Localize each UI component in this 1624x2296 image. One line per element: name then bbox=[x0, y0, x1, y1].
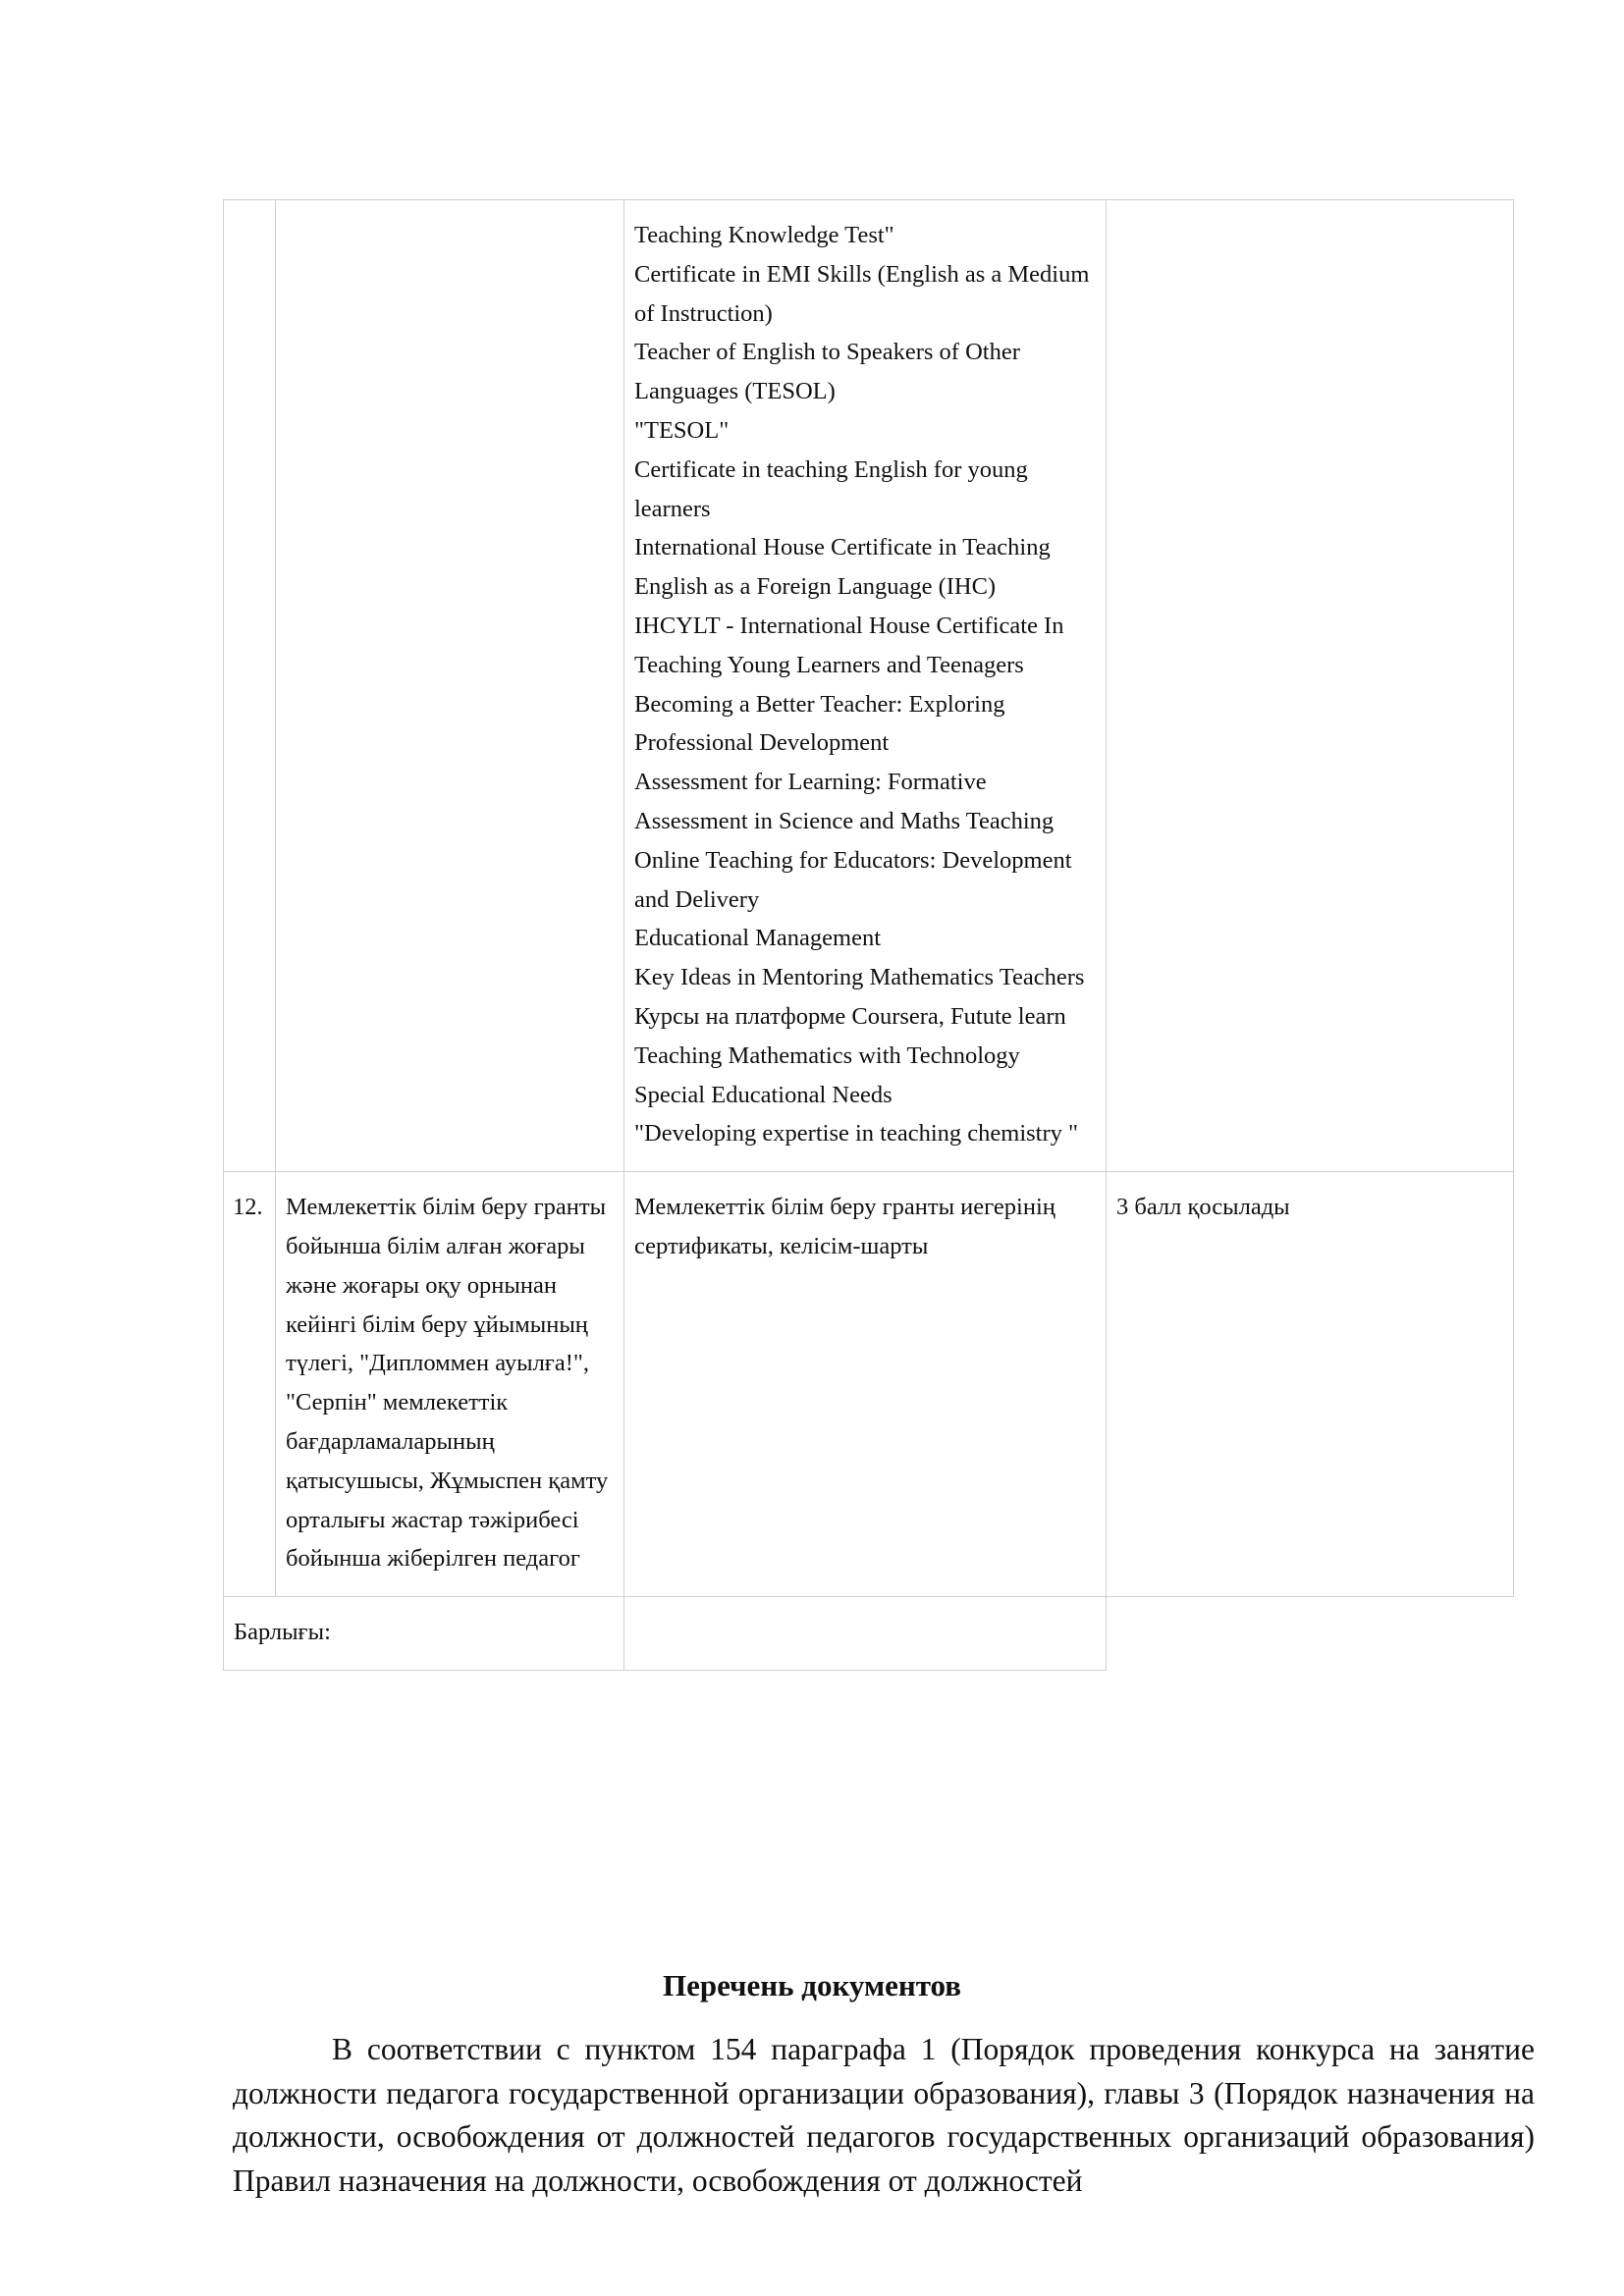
certificate-item: Educational Management bbox=[634, 925, 882, 952]
table-row-continuation bbox=[224, 200, 1514, 1172]
document-text: Мемлекеттік білім беру гранты иегерінің сертификаты, келісім-шарты bbox=[624, 1172, 1107, 1597]
certificate-item: Teaching Knowledge Test" bbox=[634, 222, 894, 248]
certificate-item: Special Educational Needs bbox=[634, 1081, 893, 1108]
certificate-item: Certificate in EMI Skills (English as a Medium of Instruction) bbox=[634, 260, 1090, 327]
certificate-item: International House Certificate in Teaching English as a Foreign Language (IHC) bbox=[634, 534, 1051, 601]
certificate-item: Certificate in teaching English for young learners bbox=[634, 455, 1028, 522]
criteria-table bbox=[223, 199, 1514, 1671]
section-title: Перечень документов bbox=[662, 1968, 962, 2002]
number-cell-empty bbox=[224, 200, 276, 1172]
certificate-item: Online Teaching for Educators: Development and Delivery bbox=[634, 846, 1072, 913]
certificate-item: Teacher of English to Speakers of Other Languages (TESOL) bbox=[634, 339, 1020, 405]
points-text: 3 балл қосылады bbox=[1107, 1172, 1514, 1597]
certificate-item: "TESOL" bbox=[634, 416, 730, 444]
body-paragraph: В соответствии с пунктом 154 параграфа 1 (Порядок проведения конкурса на занятие должности педагога государственной организации образования), главы 3 (Порядок назначения на должности, освобождения от должностей педагогов государственных организаций образования) Правил назначения на должности, освобождения от должностей bbox=[233, 2032, 1535, 2198]
certificate-item: Teaching Mathematics with Technology bbox=[634, 1041, 1020, 1069]
certificate-item: Key Ideas in Mentoring Mathematics Teachers bbox=[634, 964, 1085, 991]
total-value-cell bbox=[624, 1597, 1107, 1671]
points-cell-empty bbox=[1107, 200, 1514, 1172]
certificate-item: IHCYLT - International House Certificate In Teaching Young Learners and Teenagers bbox=[634, 612, 1064, 678]
certificate-item: Becoming a Better Teacher: Exploring Professional Development bbox=[634, 690, 1005, 757]
total-blank-cell bbox=[1107, 1597, 1514, 1671]
table-row-12 bbox=[224, 1172, 1514, 1597]
criterion-text: Мемлекеттік білім беру гранты бойынша білім алған жоғары және жоғары оқу орнынан кейінгі білім беру ұйымының түлегі, "Дипломмен ауылға!", "Серпін" мемлекеттік бағдарламаларының қатысушысы, Жұмыспен қамту орталығы жастар тәжірибесі бойынша жіберілген педагог bbox=[276, 1172, 624, 1597]
certificate-item: "Developing expertise in teaching chemistry " bbox=[634, 1120, 1079, 1148]
certificates-cell bbox=[624, 200, 1107, 1172]
certificate-item: Assessment for Learning: Formative Assessment in Science and Maths Teaching bbox=[634, 769, 1055, 834]
total-label: Барлығы: bbox=[224, 1597, 624, 1671]
certificate-item: Курсы на платформе Coursera, Futute learn bbox=[634, 1002, 1066, 1030]
table-row-total bbox=[224, 1597, 1514, 1671]
row-number: 12. bbox=[224, 1172, 276, 1597]
criterion-cell-empty bbox=[276, 200, 624, 1172]
